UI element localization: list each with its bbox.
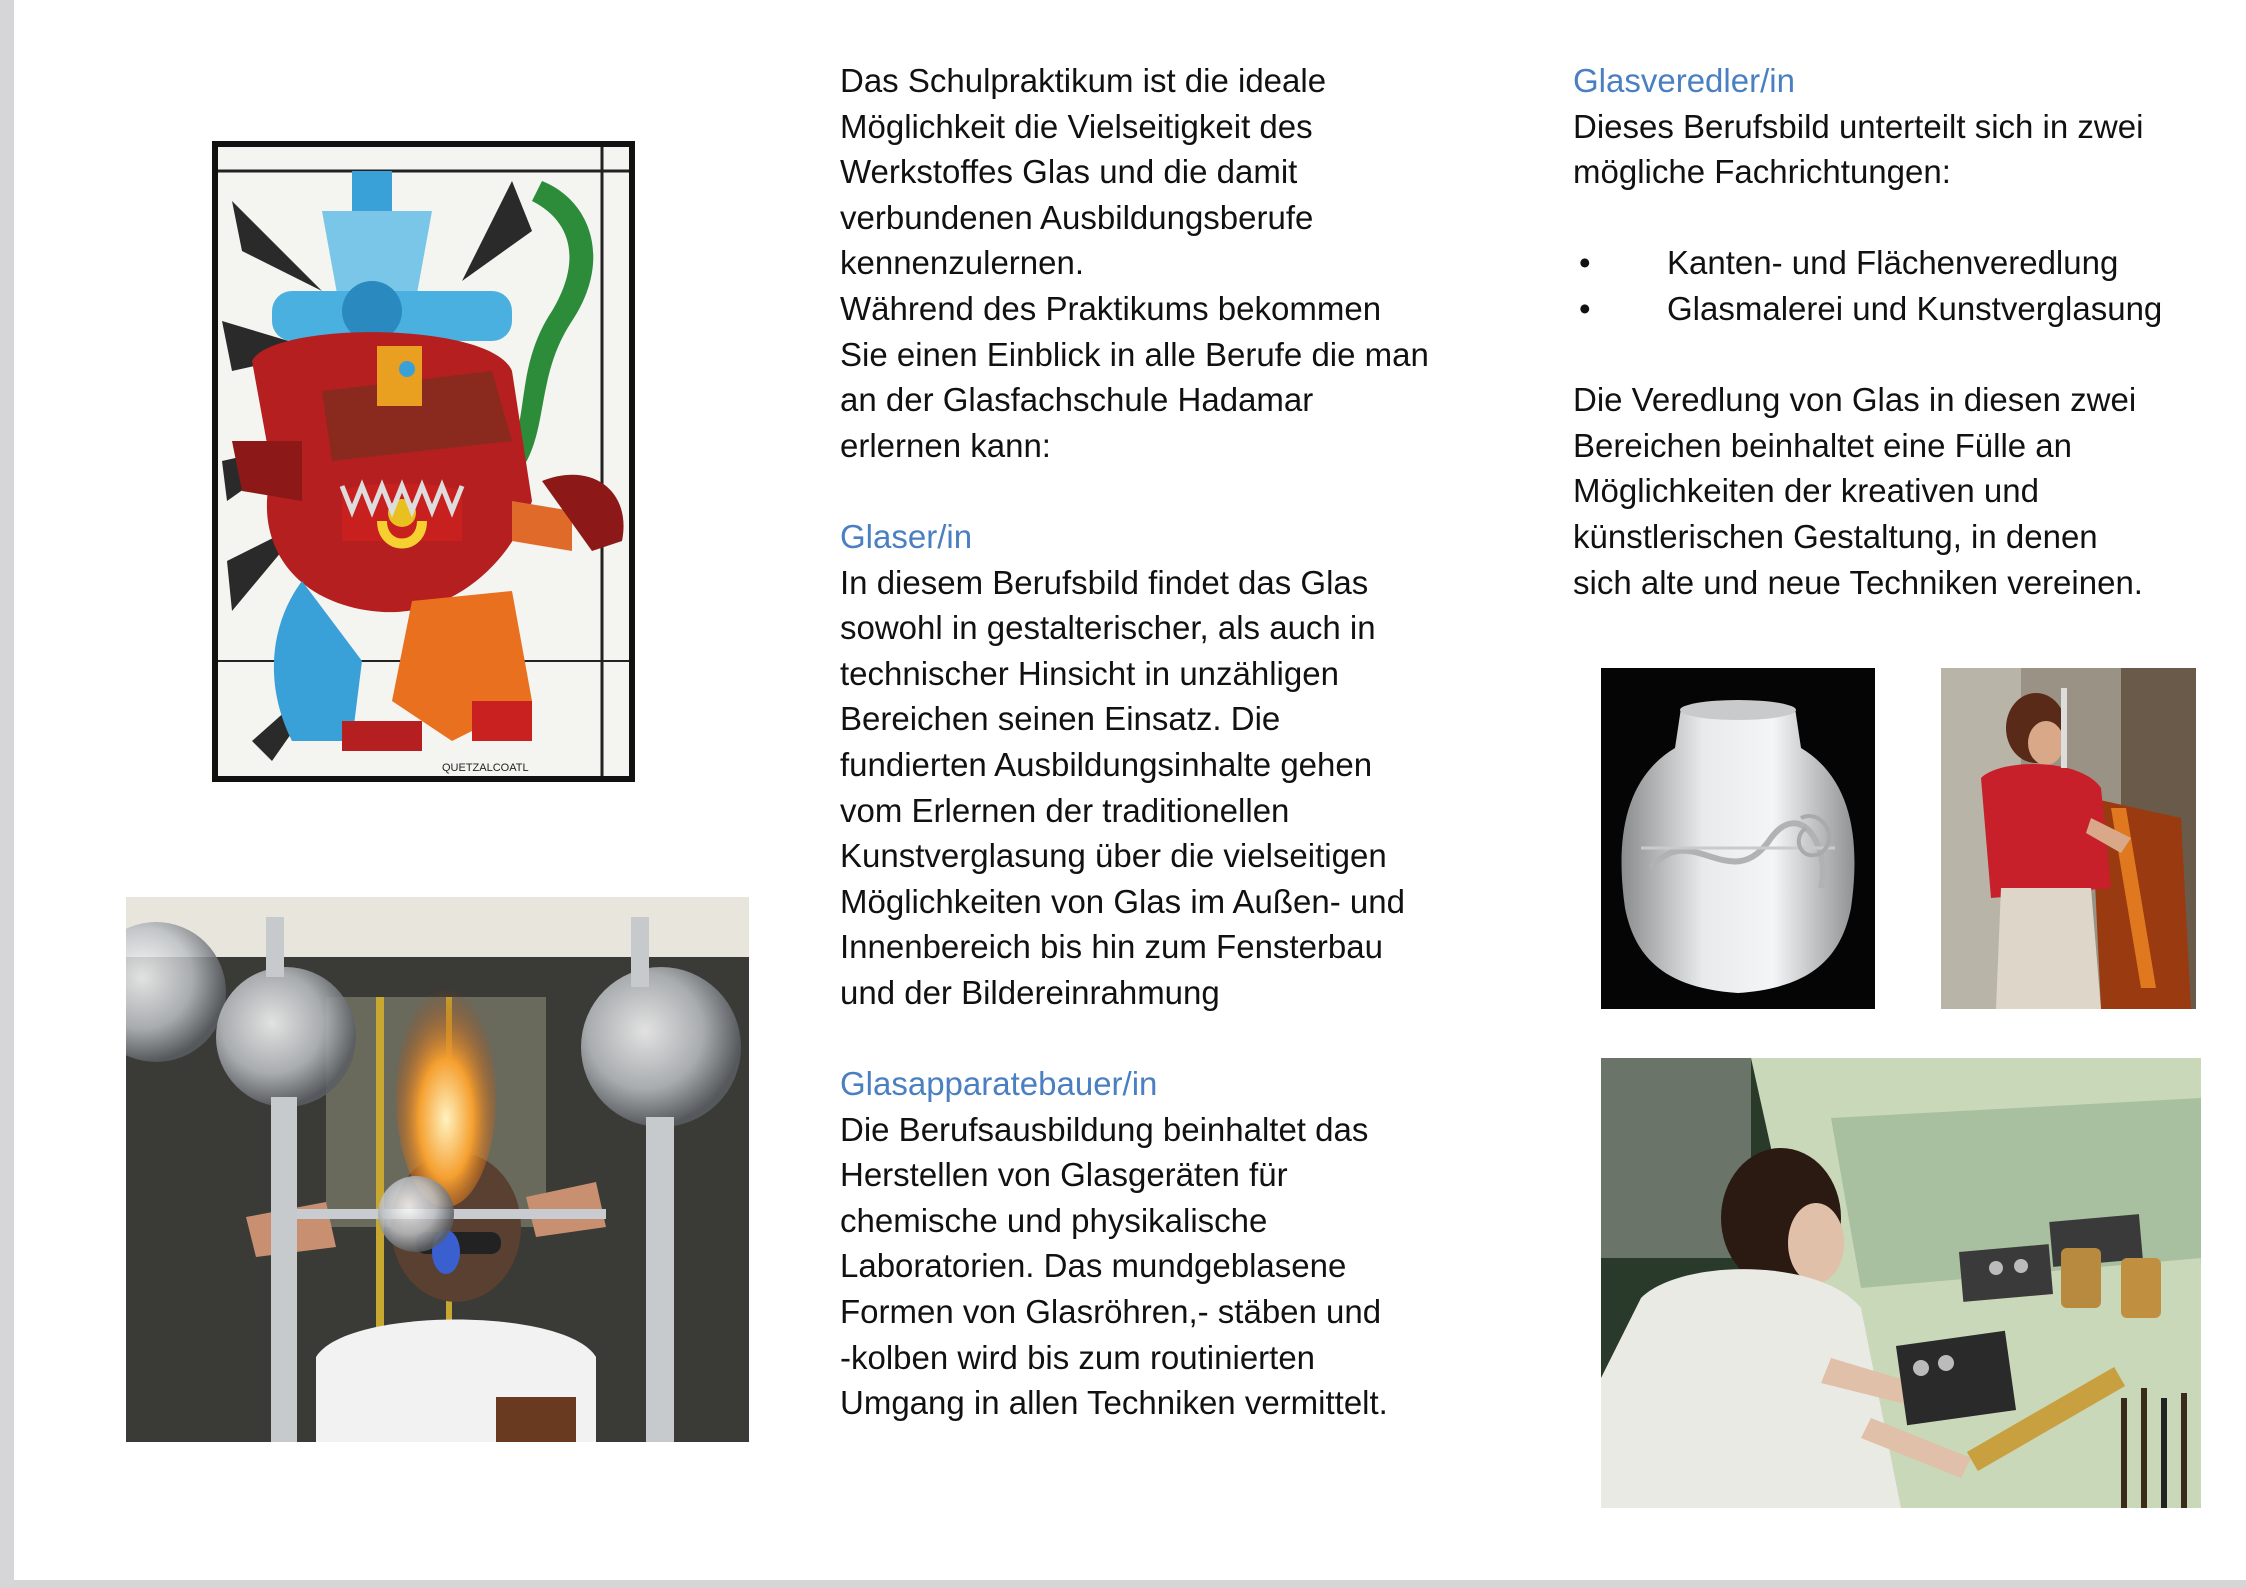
list-item-label: Kanten- und Flächenveredlung [1667, 244, 2119, 282]
stained-glass-window-image [212, 141, 635, 782]
specialization-list [1573, 240, 2162, 331]
intro-line: Sie einen Einblick in alle Berufe die man [840, 335, 1429, 373]
glasveredler-outro-line: Möglichkeiten der kreativen und [1573, 472, 2039, 510]
middle-text-column [840, 58, 1429, 1426]
bullet-icon: • [1579, 244, 1591, 282]
glasapparatebauer-line: -kolben wird bis zum routinierten [840, 1338, 1316, 1376]
glasveredler-heading: Glasveredler/in [1573, 62, 1795, 99]
glaser-line: In diesem Berufsbild findet das Glas [840, 563, 1369, 601]
glasapparatebauer-line: Laboratorien. Das mundgeblasene [840, 1247, 1347, 1285]
glaser-line: sowohl in gestalterischer, als auch in [840, 609, 1376, 647]
right-text-column [1573, 58, 2162, 605]
glasapparatebauer-line: chemische und physikalische [840, 1201, 1268, 1239]
intro-line: Werkstoffes Glas und die damit [840, 153, 1298, 191]
intro-line: Möglichkeit die Vielseitigkeit des [840, 107, 1313, 145]
intro-line: Während des Praktikums bekommen [840, 289, 1382, 327]
glaser-section [840, 514, 1429, 1016]
intro-line: erlernen kann: [840, 426, 1051, 464]
glasveredler-outro-line: künstlerischen Gestaltung, in denen [1573, 517, 2098, 555]
bullet-icon: • [1579, 289, 1591, 327]
glass-painting-student-image [1601, 1058, 2201, 1508]
glasapparatebauer-heading: Glasapparatebauer/in [840, 1065, 1158, 1103]
glassblowing-lab-image [126, 897, 749, 1442]
glasapparatebauer-line: Herstellen von Glasgeräten für [840, 1156, 1288, 1194]
intro-line: verbundenen Ausbildungsberufe [840, 198, 1314, 236]
intro-paragraph [840, 58, 1429, 468]
glasapparatebauer-section [840, 1061, 1429, 1426]
glasapparatebauer-line: Umgang in allen Techniken vermittelt. [840, 1384, 1388, 1422]
glaser-line: technischer Hinsicht in unzähligen [840, 654, 1339, 692]
glasveredler-intro-line: mögliche Fachrichtungen: [1573, 153, 1951, 191]
glaser-line: Kunstverglasung über die vielseitigen [840, 837, 1387, 875]
glasveredler-outro-line: Bereichen beinhaltet eine Fülle an [1573, 426, 2073, 464]
intro-line: Das Schulpraktikum ist die ideale [840, 62, 1327, 99]
intro-line: an der Glasfachschule Hadamar [840, 381, 1314, 419]
glaser-line: vom Erlernen der traditionellen [840, 791, 1290, 829]
glasveredler-outro-line: sich alte und neue Techniken vereinen. [1573, 563, 2143, 601]
glasveredler-intro-line: Dieses Berufsbild unterteilt sich in zwei [1573, 107, 2144, 145]
glaser-heading: Glaser/in [840, 517, 973, 555]
svg-text:QUETZALCOATL: QUETZALCOATL [442, 762, 529, 774]
glaser-line: fundierten Ausbildungsinhalte gehen [840, 745, 1373, 783]
glaser-line: Möglichkeiten von Glas im Außen- und [840, 882, 1405, 920]
woman-with-stained-glass-image [1941, 668, 2196, 1009]
page-edge-bottom [0, 1580, 2246, 1588]
list-item [1573, 240, 2162, 286]
list-item [1573, 286, 2162, 332]
glasveredler-outro-line: Die Veredlung von Glas in diesen zwei [1573, 381, 2137, 419]
frosted-glass-vase-image [1601, 668, 1875, 1009]
glaser-line: Bereichen seinen Einsatz. Die [840, 700, 1281, 738]
list-item-label: Glasmalerei und Kunstverglasung [1667, 289, 2163, 327]
page-edge-left [0, 0, 14, 1588]
glaser-line: und der Bildereinrahmung [840, 973, 1220, 1011]
glaser-line: Innenbereich bis hin zum Fensterbau [840, 928, 1383, 966]
intro-line: kennenzulernen. [840, 244, 1085, 282]
glasapparatebauer-line: Formen von Glasröhren,- stäben und [840, 1293, 1382, 1331]
glasapparatebauer-line: Die Berufsausbildung beinhaltet das [840, 1110, 1369, 1148]
